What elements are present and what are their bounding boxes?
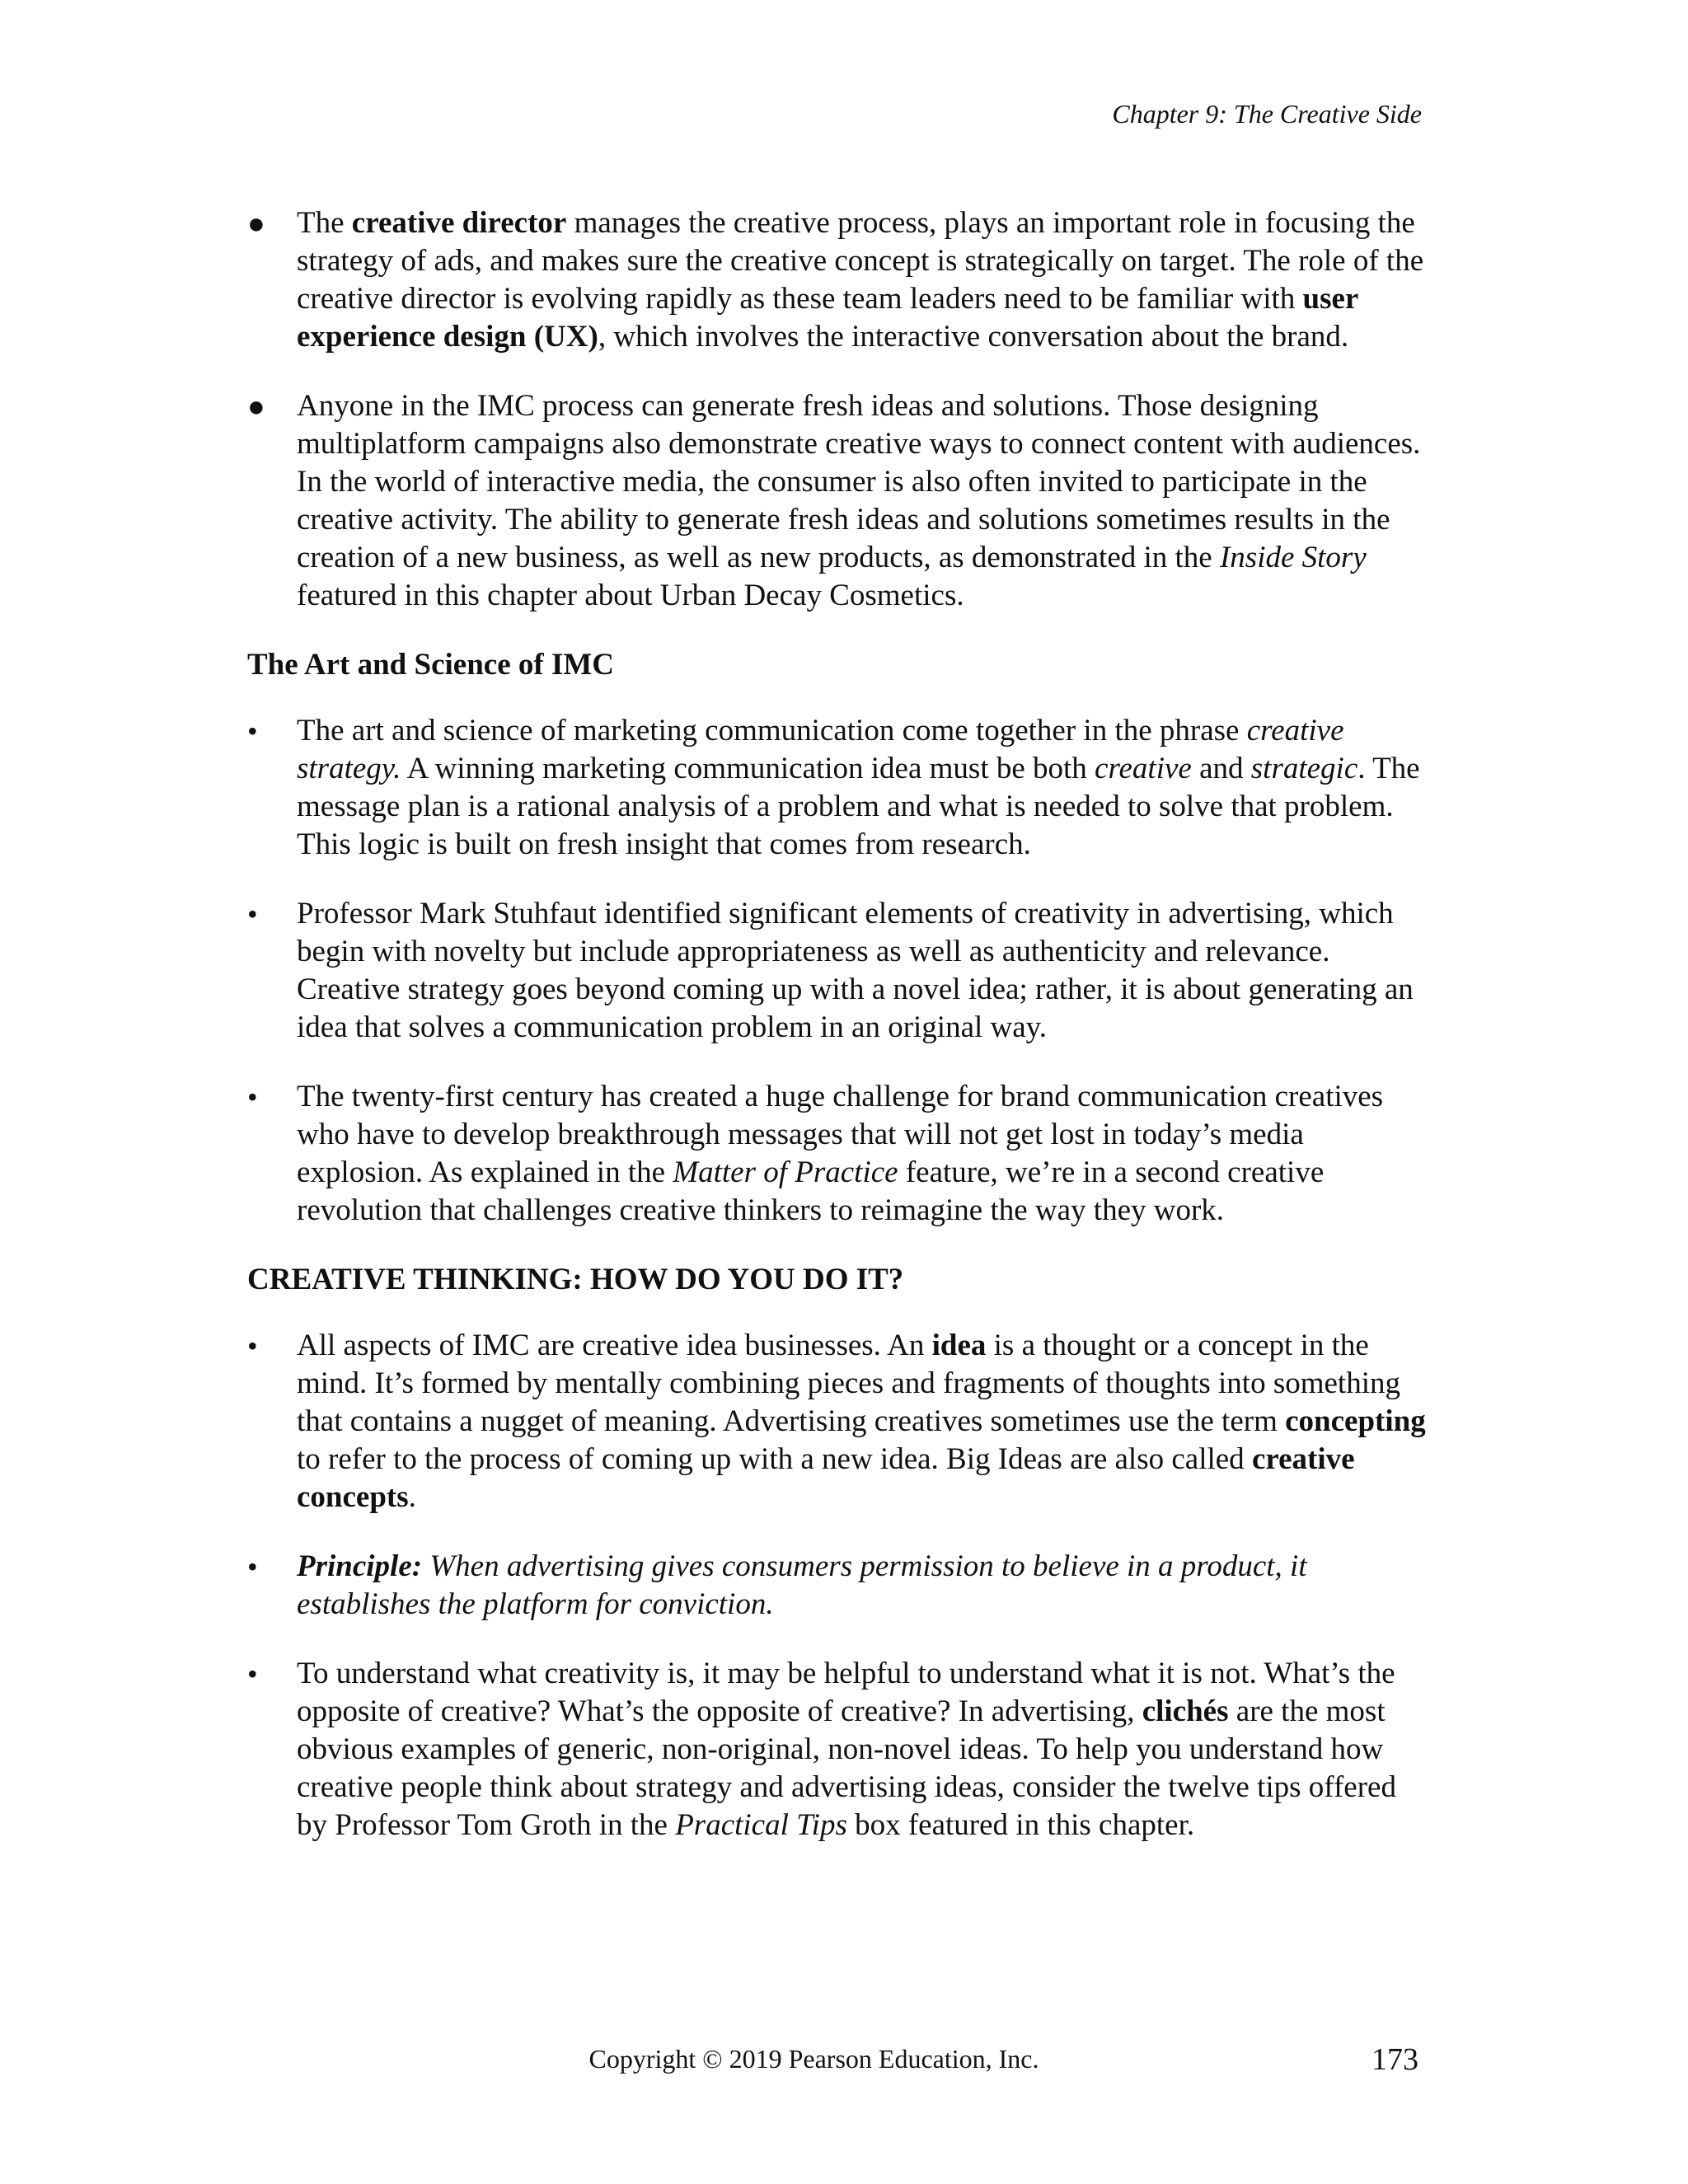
- text-run: box featured in this chapter.: [846, 1808, 1195, 1842]
- bullet-item: [247, 1655, 1426, 1844]
- text-run: creative strategy.: [297, 714, 1344, 785]
- text-run: creative director: [351, 206, 567, 240]
- section-heading: CREATIVE THINKING: HOW DO YOU DO IT?: [247, 1263, 904, 1296]
- bullet-text: [297, 204, 1426, 356]
- text-run: The: [297, 206, 352, 240]
- text-run: strategic: [1250, 752, 1358, 785]
- text-run: Matter of Practice: [673, 1155, 898, 1189]
- text-run: concepting: [1285, 1404, 1426, 1438]
- bullet-icon: ●: [247, 390, 265, 423]
- text-run: clichés: [1142, 1694, 1229, 1728]
- bullet-text: [297, 1655, 1426, 1844]
- text-run: are the most obvious examples of generic, non-original, non-novel ideas. To help you understand how creative people think about strategy and advertising ideas, consider the twelve tips offered by Professor Tom Groth in the: [297, 1694, 1396, 1842]
- text-run: .: [408, 1480, 416, 1514]
- text-run: . The message plan is a rational analysis of a problem and what is needed to solve that problem. This logic is built on fresh insight that comes from research.: [297, 752, 1420, 861]
- bullet-item: [247, 1327, 1426, 1516]
- bullet-item: [247, 204, 1426, 356]
- text-run: creative: [1095, 752, 1192, 785]
- bullet-icon: •: [247, 898, 258, 930]
- page-number: 173: [1372, 2042, 1418, 2077]
- text-run: When advertising gives consumers permission to believe in a product, it establishes the platform for conviction.: [297, 1549, 1307, 1621]
- text-run: user experience design (UX): [297, 282, 1358, 354]
- bullet-text: [297, 895, 1426, 1047]
- bullet-icon: •: [247, 1329, 258, 1362]
- section-creative-thinking: [247, 1261, 1426, 1844]
- bullet-text: [297, 1548, 1426, 1624]
- text-run: idea: [931, 1329, 987, 1362]
- text-run: Inside Story: [1219, 541, 1367, 574]
- page-body: [247, 204, 1426, 1876]
- text-run: and: [1191, 752, 1251, 785]
- bullet-text: [297, 1327, 1426, 1516]
- bullet-icon: •: [247, 1080, 258, 1113]
- bullet-item: [247, 895, 1426, 1047]
- section-art-and-science: [247, 646, 1426, 1230]
- bullet-text: [297, 712, 1426, 864]
- text-run: The art and science of marketing communication come together in the phrase: [297, 714, 1247, 748]
- text-run: Practical Tips: [675, 1808, 847, 1842]
- text-run: , which involves the interactive conversation about the brand.: [598, 320, 1349, 354]
- text-run: All aspects of IMC are creative idea businesses. An: [297, 1329, 932, 1362]
- copyright-notice: Copyright © 2019 Pearson Education, Inc.: [588, 2044, 1039, 2074]
- bullet-item: [247, 1548, 1426, 1624]
- text-run: creative concepts: [297, 1442, 1355, 1514]
- text-run: Anyone in the IMC process can generate fresh ideas and solutions. Those designing multiplatform campaigns also demonstrate creative ways to connect content with audiences. In the world of interactive media, the consumer is also often invited to participate in the creative activity. The ability to generate fresh ideas and solutions sometimes results in the creation of a new business, as well as new products, as demonstrated in the: [297, 389, 1421, 574]
- text-run: The twenty-first century has created a huge challenge for brand communication creatives who have to develop breakthrough messages that will not get lost in today’s media explosion. As explained in the: [297, 1080, 1384, 1189]
- text-run: To understand what creativity is, it may be helpful to understand what it is not. What’s the opposite of creative? What’s the opposite of creative? In advertising,: [297, 1657, 1395, 1728]
- text-run: featured in this chapter about Urban Decay Cosmetics.: [297, 579, 964, 612]
- bullet-item: [247, 387, 1426, 615]
- text-run: Professor Mark Stuhfaut identified significant elements of creativity in advertising, which begin with novelty but include appropriateness as well as authenticity and relevance. Creative strategy goes beyond coming up with a novel idea; rather, it is about generating an idea that solves a communication problem in an original way.: [297, 897, 1414, 1044]
- bullet-icon: ●: [247, 207, 265, 240]
- text-run: is a thought or a concept in the mind. It’s formed by mentally combining pieces and fragments of thoughts into something that contains a nugget of meaning. Advertising creatives sometimes use the term: [297, 1329, 1400, 1438]
- running-header: Chapter 9: The Creative Side: [1112, 99, 1422, 129]
- text-run: Principle:: [297, 1549, 423, 1583]
- bullet-text: [297, 1078, 1426, 1230]
- bullet-icon: •: [247, 1657, 258, 1690]
- section-heading: The Art and Science of IMC: [247, 648, 614, 682]
- section-intro: [247, 204, 1426, 615]
- text-run: manages the creative process, plays an important role in focusing the strategy of ads, and makes sure the creative concept is strategically on target. The role of the creative director is evolving rapidly as these team leaders need to be familiar with: [297, 206, 1424, 316]
- text-run: to refer to the process of coming up with a new idea. Big Ideas are also called: [297, 1442, 1252, 1476]
- bullet-text: [297, 387, 1426, 615]
- bullet-icon: •: [247, 715, 258, 748]
- bullet-item: [247, 712, 1426, 864]
- text-run: feature, we’re in a second creative revolution that challenges creative thinkers to reimagine the way they work.: [297, 1155, 1325, 1227]
- bullet-item: [247, 1078, 1426, 1230]
- bullet-icon: •: [247, 1550, 258, 1583]
- text-run: A winning marketing communication idea must be both: [401, 752, 1095, 785]
